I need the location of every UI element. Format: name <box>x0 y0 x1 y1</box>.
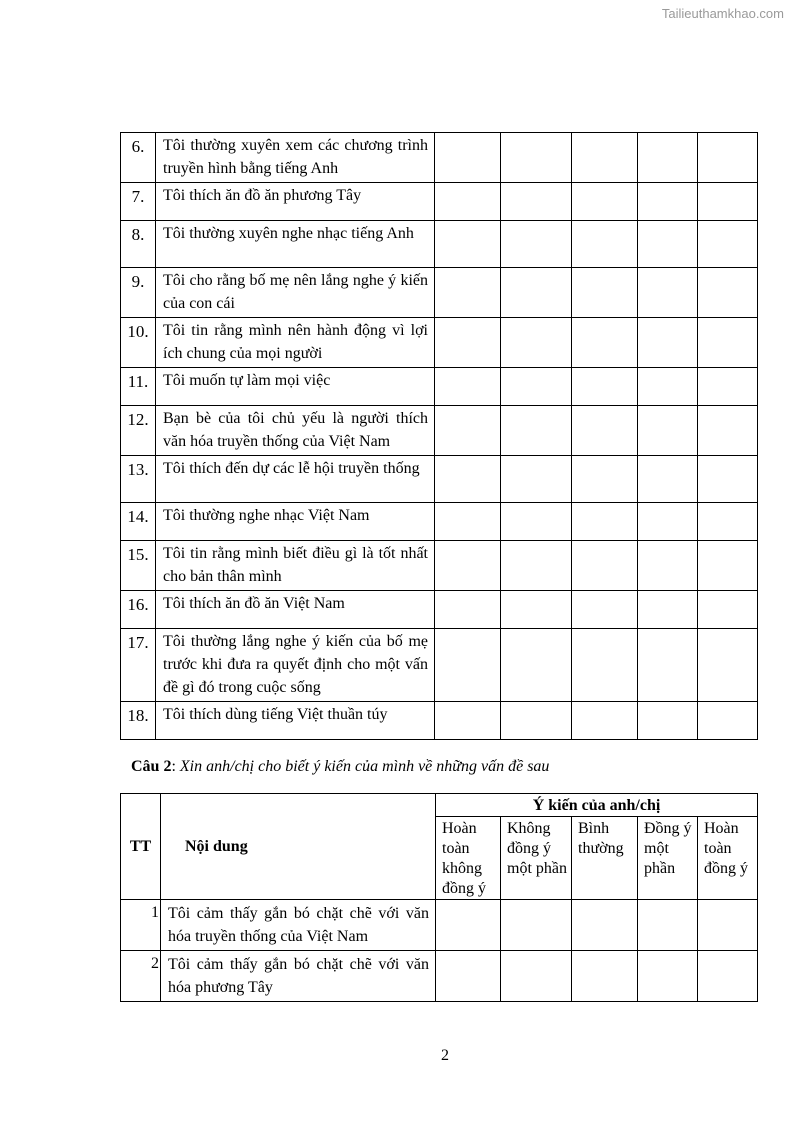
response-cell[interactable] <box>435 541 501 591</box>
page-number: 2 <box>441 1047 449 1064</box>
statement-text: Tôi tin rằng mình nên hành động vì lợi ích chung của mọi người <box>156 318 435 368</box>
option-header: Hoàn toàn không đồng ý <box>436 817 501 900</box>
response-cell[interactable] <box>572 629 638 702</box>
statement-text: Tôi cảm thấy gắn bó chặt chẽ với văn hóa truyền thống của Việt Nam <box>161 900 436 951</box>
response-cell[interactable] <box>501 406 572 456</box>
question-2-caption <box>131 757 549 777</box>
response-cell[interactable] <box>435 183 501 221</box>
response-cell[interactable] <box>435 368 501 406</box>
survey-row <box>121 368 758 406</box>
response-cell[interactable] <box>698 951 758 1002</box>
response-cell[interactable] <box>435 503 501 541</box>
response-cell[interactable] <box>501 183 572 221</box>
response-cell[interactable] <box>572 318 638 368</box>
response-cell[interactable] <box>638 183 698 221</box>
response-cell[interactable] <box>501 591 572 629</box>
row-number: 6. <box>121 133 156 183</box>
response-cell[interactable] <box>698 503 758 541</box>
response-cell[interactable] <box>572 133 638 183</box>
response-cell[interactable] <box>435 629 501 702</box>
response-cell[interactable] <box>501 900 572 951</box>
response-cell[interactable] <box>698 368 758 406</box>
response-cell[interactable] <box>698 183 758 221</box>
response-cell[interactable] <box>436 951 501 1002</box>
statement-text: Tôi muốn tự làm mọi việc <box>156 368 435 406</box>
question-2-label: Câu 2 <box>131 758 172 775</box>
response-cell[interactable] <box>638 221 698 268</box>
statement-text: Tôi thích dùng tiếng Việt thuần túy <box>156 702 435 740</box>
statement-text: Bạn bè của tôi chủ yếu là người thích văn hóa truyền thống của Việt Nam <box>156 406 435 456</box>
response-cell[interactable] <box>572 268 638 318</box>
survey-row <box>121 591 758 629</box>
response-cell[interactable] <box>638 368 698 406</box>
row-number: 13. <box>121 456 156 503</box>
survey-row <box>121 133 758 183</box>
statement-text: Tôi tin rằng mình biết điều gì là tốt nhất cho bản thân mình <box>156 541 435 591</box>
survey-row <box>121 629 758 702</box>
survey-row <box>121 456 758 503</box>
statement-text: Tôi thích đến dự các lễ hội truyền thống <box>156 456 435 503</box>
response-cell[interactable] <box>572 591 638 629</box>
row-number: 14. <box>121 503 156 541</box>
survey-row <box>121 268 758 318</box>
row-number: 7. <box>121 183 156 221</box>
survey-row <box>121 318 758 368</box>
option-header: Bình thường <box>572 817 638 900</box>
survey-row <box>121 183 758 221</box>
response-cell[interactable] <box>572 702 638 740</box>
row-number: 10. <box>121 318 156 368</box>
statement-text: Tôi thích ăn đồ ăn phương Tây <box>156 183 435 221</box>
response-cell[interactable] <box>435 318 501 368</box>
response-cell[interactable] <box>501 629 572 702</box>
response-cell[interactable] <box>501 221 572 268</box>
row-number: 11. <box>121 368 156 406</box>
opinion-row <box>121 900 758 951</box>
response-cell[interactable] <box>501 702 572 740</box>
response-cell[interactable] <box>435 702 501 740</box>
response-cell[interactable] <box>638 133 698 183</box>
row-number: 17. <box>121 629 156 702</box>
response-cell[interactable] <box>638 541 698 591</box>
response-cell[interactable] <box>572 951 638 1002</box>
response-cell[interactable] <box>638 900 698 951</box>
response-cell[interactable] <box>501 951 572 1002</box>
option-header: Đồng ý một phần <box>638 817 698 900</box>
survey-row <box>121 221 758 268</box>
response-cell[interactable] <box>638 591 698 629</box>
response-cell[interactable] <box>501 133 572 183</box>
response-cell[interactable] <box>572 503 638 541</box>
survey-row <box>121 541 758 591</box>
response-cell[interactable] <box>698 268 758 318</box>
row-number: 8. <box>121 221 156 268</box>
response-cell[interactable] <box>501 368 572 406</box>
response-cell[interactable] <box>698 591 758 629</box>
response-cell[interactable] <box>638 702 698 740</box>
response-cell[interactable] <box>572 406 638 456</box>
response-cell[interactable] <box>638 268 698 318</box>
response-cell[interactable] <box>572 221 638 268</box>
response-cell[interactable] <box>638 456 698 503</box>
statement-text: Tôi thường lắng nghe ý kiến của bố mẹ trước khi đưa ra quyết định cho một vấn đề gì đó trong cuộc sống <box>156 629 435 702</box>
response-cell[interactable] <box>698 541 758 591</box>
response-cell[interactable] <box>638 503 698 541</box>
response-cell[interactable] <box>572 456 638 503</box>
row-number: 2 <box>121 951 161 1002</box>
statement-text: Tôi cảm thấy gắn bó chặt chẽ với văn hóa phương Tây <box>161 951 436 1002</box>
option-header: Hoàn toàn đồng ý <box>698 817 758 900</box>
response-cell[interactable] <box>501 268 572 318</box>
response-cell[interactable] <box>572 541 638 591</box>
response-cell[interactable] <box>698 629 758 702</box>
survey-row <box>121 406 758 456</box>
response-cell[interactable] <box>501 541 572 591</box>
response-cell[interactable] <box>435 591 501 629</box>
response-cell[interactable] <box>698 456 758 503</box>
response-cell[interactable] <box>698 221 758 268</box>
survey-row <box>121 503 758 541</box>
row-number: 16. <box>121 591 156 629</box>
response-cell[interactable] <box>435 406 501 456</box>
row-number: 9. <box>121 268 156 318</box>
statement-text: Tôi thường nghe nhạc Việt Nam <box>156 503 435 541</box>
watermark: Tailieuthamkhao.com <box>661 6 784 21</box>
opinion-header: Ý kiến của anh/chị <box>436 794 758 817</box>
response-cell[interactable] <box>698 900 758 951</box>
response-cell[interactable] <box>501 503 572 541</box>
response-cell[interactable] <box>698 406 758 456</box>
response-cell[interactable] <box>638 629 698 702</box>
question-2-separator: : <box>171 758 180 775</box>
response-cell[interactable] <box>436 900 501 951</box>
response-cell[interactable] <box>638 951 698 1002</box>
response-cell[interactable] <box>698 702 758 740</box>
response-cell[interactable] <box>638 406 698 456</box>
response-cell[interactable] <box>501 456 572 503</box>
tt-header: TT <box>121 794 161 900</box>
response-cell[interactable] <box>435 221 501 268</box>
response-cell[interactable] <box>638 318 698 368</box>
opinion-row <box>121 951 758 1002</box>
survey-row <box>121 702 758 740</box>
row-number: 12. <box>121 406 156 456</box>
response-cell[interactable] <box>435 133 501 183</box>
question-2-text: Xin anh/chị cho biết ý kiến của mình về những vấn đề sau <box>179 758 550 775</box>
row-number: 1 <box>121 900 161 951</box>
response-cell[interactable] <box>572 183 638 221</box>
statement-text: Tôi thích ăn đồ ăn Việt Nam <box>156 591 435 629</box>
response-cell[interactable] <box>572 368 638 406</box>
response-cell[interactable] <box>435 268 501 318</box>
statement-text: Tôi thường xuyên xem các chương trình truyền hình bằng tiếng Anh <box>156 133 435 183</box>
option-header: Không đồng ý một phần <box>501 817 572 900</box>
opinion-table <box>120 793 758 1002</box>
content-header: Nội dung <box>161 794 436 900</box>
response-cell[interactable] <box>572 900 638 951</box>
statement-text: Tôi thường xuyên nghe nhạc tiếng Anh <box>156 221 435 268</box>
row-number: 15. <box>121 541 156 591</box>
response-cell[interactable] <box>435 456 501 503</box>
survey-table-continued <box>120 132 758 740</box>
response-cell[interactable] <box>698 133 758 183</box>
response-cell[interactable] <box>501 318 572 368</box>
response-cell[interactable] <box>698 318 758 368</box>
statement-text: Tôi cho rằng bố mẹ nên lắng nghe ý kiến của con cái <box>156 268 435 318</box>
row-number: 18. <box>121 702 156 740</box>
